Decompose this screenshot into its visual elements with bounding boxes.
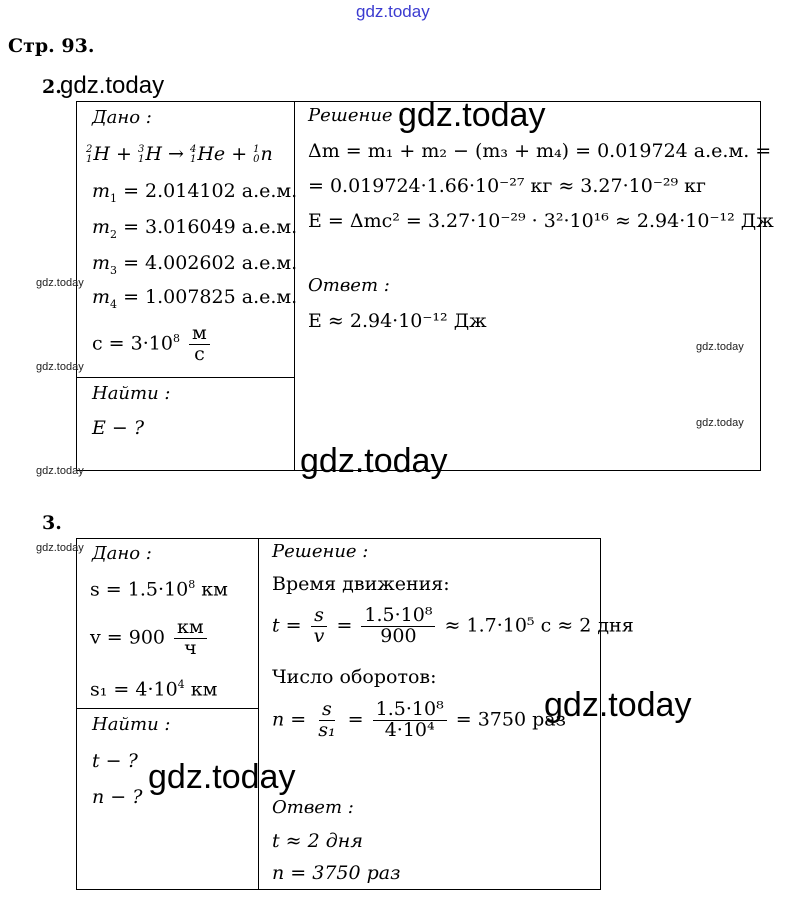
- solution-line-2: = 0.019724·1.66·10⁻²⁷ кг ≈ 3.27·10⁻²⁹ кг: [308, 175, 706, 197]
- watermark: gdz.today: [36, 277, 84, 289]
- watermark: gdz.today: [36, 542, 84, 554]
- problem-2-number: 2.: [42, 76, 62, 98]
- watermark-top: gdz.today: [356, 2, 430, 21]
- solution-title: Решение :: [272, 541, 369, 562]
- mass-4: $m_4 = 1.007825$ а.е.м.: [92, 286, 298, 311]
- watermark: gdz.today: [36, 465, 84, 477]
- row-divider: [76, 377, 295, 378]
- solution-title: Решение :: [308, 105, 405, 126]
- arrow-icon: →: [167, 143, 184, 165]
- plus-sign: +: [116, 143, 132, 165]
- answer-title: Ответ :: [308, 275, 390, 296]
- answer-title: Ответ :: [272, 797, 354, 818]
- find-item-n: n − ?: [92, 786, 143, 808]
- plus-sign: +: [231, 143, 248, 165]
- solution-line-3: E = Δmc² = 3.27·10⁻²⁹ · 3²·10¹⁶ ≈ 2.94·10⁻¹² Дж: [308, 210, 774, 232]
- watermark: gdz.today: [544, 686, 692, 724]
- find-title: Найти :: [92, 383, 171, 404]
- deuterium: H: [93, 143, 110, 165]
- mass-3: $m_3 = 4.002602$ а.е.м.: [92, 252, 298, 277]
- velocity-v: v = 900 $\frac{км}{ч}$: [90, 618, 210, 659]
- watermark: gdz.today: [300, 442, 448, 480]
- speed-of-light: $c = 3\cdot 10^8$ $\frac{м}{с}$: [92, 324, 213, 365]
- given-title: Дано :: [92, 543, 152, 564]
- column-divider: [258, 538, 259, 890]
- nucleon-index: 2 1: [86, 144, 93, 165]
- watermark: gdz.today: [398, 96, 546, 134]
- nucleon-index: 1 0: [253, 144, 260, 165]
- problem-3-number: 3.: [42, 512, 62, 534]
- watermark: gdz.today: [60, 72, 165, 99]
- row-divider: [76, 708, 259, 709]
- turns-formula: n = $\frac{s}{\text{s₁}}$ = $\frac{\text{1.5·10⁸}}{\text{4·10⁴}}$ = 3750 раз: [272, 698, 566, 741]
- watermark: gdz.today: [36, 361, 84, 373]
- nucleon-index: 4 1: [189, 144, 197, 165]
- nucleon-index: 3 1: [137, 144, 145, 165]
- answer-n: n = 3750 раз: [272, 862, 401, 884]
- answer-t: t ≈ 2 дня: [272, 830, 363, 852]
- page-title: Стр. 93.: [8, 35, 95, 57]
- distance-s: $s = 1.5\cdot 10^8$ км: [90, 578, 228, 601]
- find-value: E − ?: [92, 417, 145, 439]
- neutron: n: [260, 143, 273, 165]
- find-item-t: t − ?: [92, 750, 138, 772]
- tritium: H: [145, 143, 162, 165]
- time-label: Время движения:: [272, 573, 450, 595]
- given-title: Дано :: [92, 107, 152, 128]
- find-title: Найти :: [92, 714, 171, 735]
- helium: He: [197, 143, 226, 165]
- answer-value: E ≈ 2.94·10⁻¹² Дж: [308, 310, 487, 332]
- distance-s1: $s_1 = 4\cdot 10^4$ км: [90, 678, 218, 701]
- turns-label: Число оборотов:: [272, 666, 437, 688]
- time-formula: t = $\frac{s}{v}$ = $\frac{\text{1.5·10⁸}}{900}$ ≈ 1.7·10⁵ с ≈ 2 дня: [272, 604, 634, 647]
- watermark: gdz.today: [696, 417, 744, 429]
- mass-2: $m_2 = 3.016049$ а.е.м.: [92, 216, 298, 241]
- watermark: gdz.today: [148, 758, 296, 796]
- nuclear-reaction: [86, 143, 273, 165]
- mass-1: $m_1 = 2.014102$ а.е.м.: [92, 180, 298, 205]
- solution-line-1: Δm = m₁ + m₂ − (m₃ + m₄) = 0.019724 а.е.м. =: [308, 140, 772, 162]
- watermark: gdz.today: [696, 341, 744, 353]
